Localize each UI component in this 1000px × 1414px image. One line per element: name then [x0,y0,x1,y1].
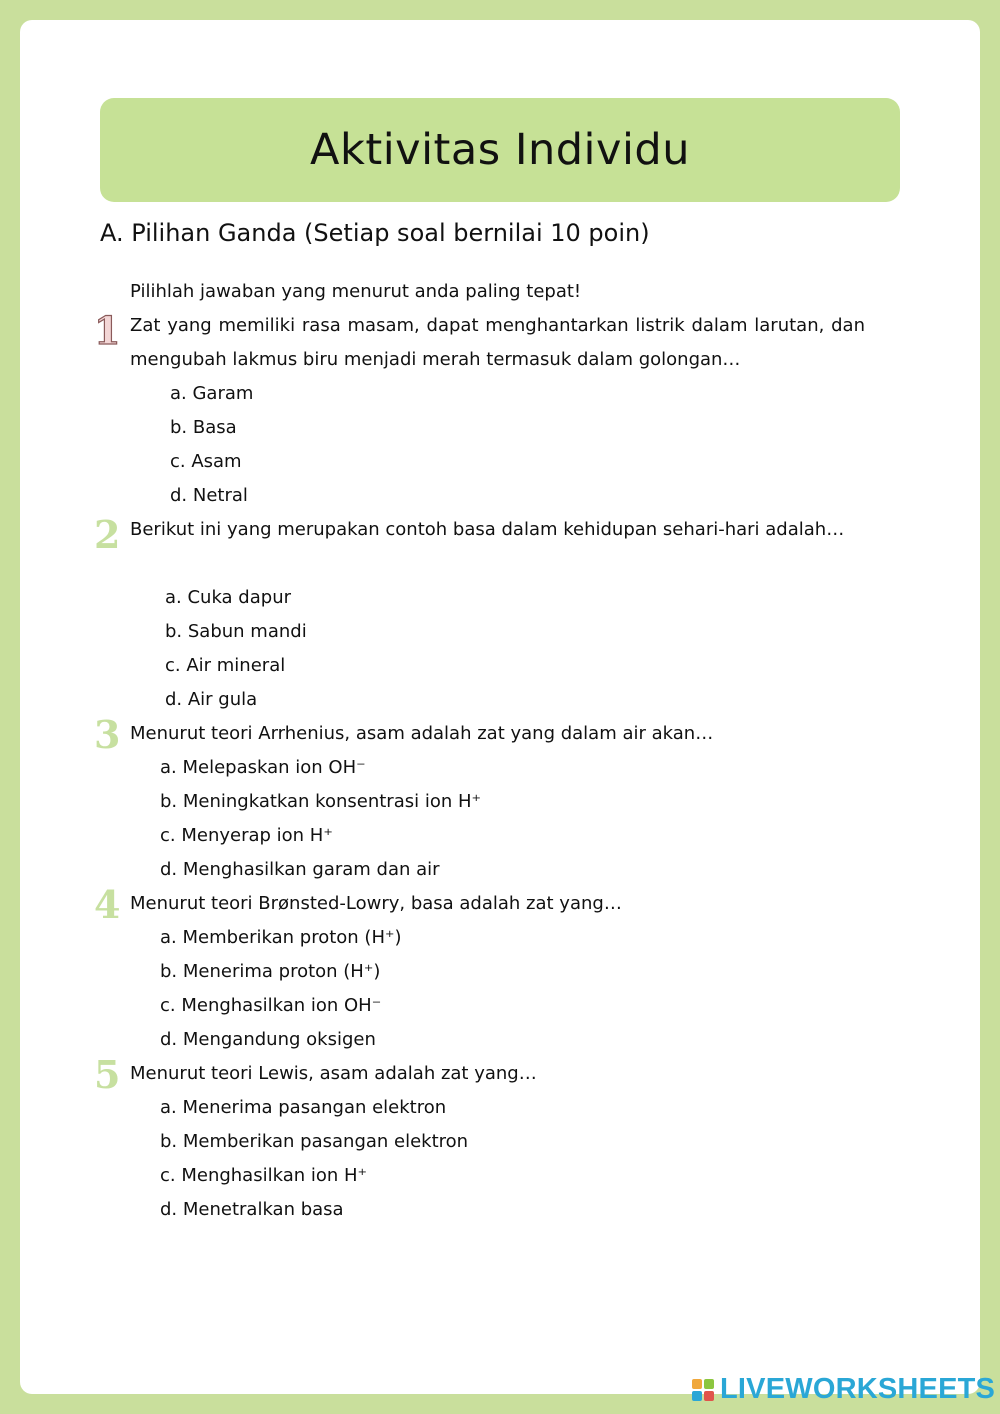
option-3b[interactable]: b. Meningkatkan konsentrasi ion H⁺ [160,791,482,812]
section-heading: A. Pilihan Ganda (Setiap soal bernilai 10 poin) [100,219,650,247]
option-1c[interactable]: c. Asam [170,451,242,472]
options-list-1 [170,377,253,513]
option-5a[interactable]: a. Menerima pasangan elektron [160,1097,447,1118]
option-4a[interactable]: a. Memberikan proton (H⁺) [160,927,402,948]
question-number-2: 2 [94,512,121,557]
option-3c[interactable]: c. Menyerap ion H⁺ [160,825,333,846]
option-4b[interactable]: b. Menerima proton (H⁺) [160,961,381,982]
option-5d[interactable]: d. Menetralkan basa [160,1199,344,1220]
question-text-1: Zat yang memiliki rasa masam, dapat menghantarkan listrik dalam larutan, dan mengubah lakmus biru menjadi merah termasuk dalam golongan… [130,315,865,370]
question-number-1: 1 [94,308,121,353]
question-text-5: Menurut teori Lewis, asam adalah zat yang… [130,1063,537,1084]
option-2b[interactable]: b. Sabun mandi [165,621,307,642]
options-list-4 [160,921,402,1057]
liveworksheets-logo [692,1373,995,1406]
option-2a[interactable]: a. Cuka dapur [165,587,291,608]
option-4d[interactable]: d. Mengandung oksigen [160,1029,376,1050]
question-text-2: Berikut ini yang merupakan contoh basa dalam kehidupan sehari-hari adalah… [130,519,845,540]
option-5b[interactable]: b. Memberikan pasangan elektron [160,1131,469,1152]
options-list-3 [160,751,481,887]
title-banner [100,98,900,202]
worksheet-page [20,20,980,1394]
option-2d[interactable]: d. Air gula [165,689,258,710]
instruction-text: Pilihlah jawaban yang menurut anda paling tepat! [130,281,582,302]
options-list-5 [160,1091,468,1227]
question-number-5: 5 [94,1052,121,1097]
question-text-4: Menurut teori Brønsted-Lowry, basa adalah zat yang… [130,893,622,914]
question-number-3: 3 [94,712,121,757]
option-3d[interactable]: d. Menghasilkan garam dan air [160,859,440,880]
logo-text: LIVEWORKSHEETS [720,1373,996,1405]
logo-icon [692,1379,714,1401]
option-5c[interactable]: c. Menghasilkan ion H⁺ [160,1165,368,1186]
options-list-2 [165,581,307,717]
option-2c[interactable]: c. Air mineral [165,655,286,676]
option-1b[interactable]: b. Basa [170,417,237,438]
option-1d[interactable]: d. Netral [170,485,248,506]
option-1a[interactable]: a. Garam [170,383,254,404]
option-4c[interactable]: c. Menghasilkan ion OH⁻ [160,995,382,1016]
question-number-4: 4 [94,882,121,927]
question-text-3: Menurut teori Arrhenius, asam adalah zat yang dalam air akan… [130,723,714,744]
option-3a[interactable]: a. Melepaskan ion OH⁻ [160,757,366,778]
page-title: Aktivitas Individu [310,125,690,175]
